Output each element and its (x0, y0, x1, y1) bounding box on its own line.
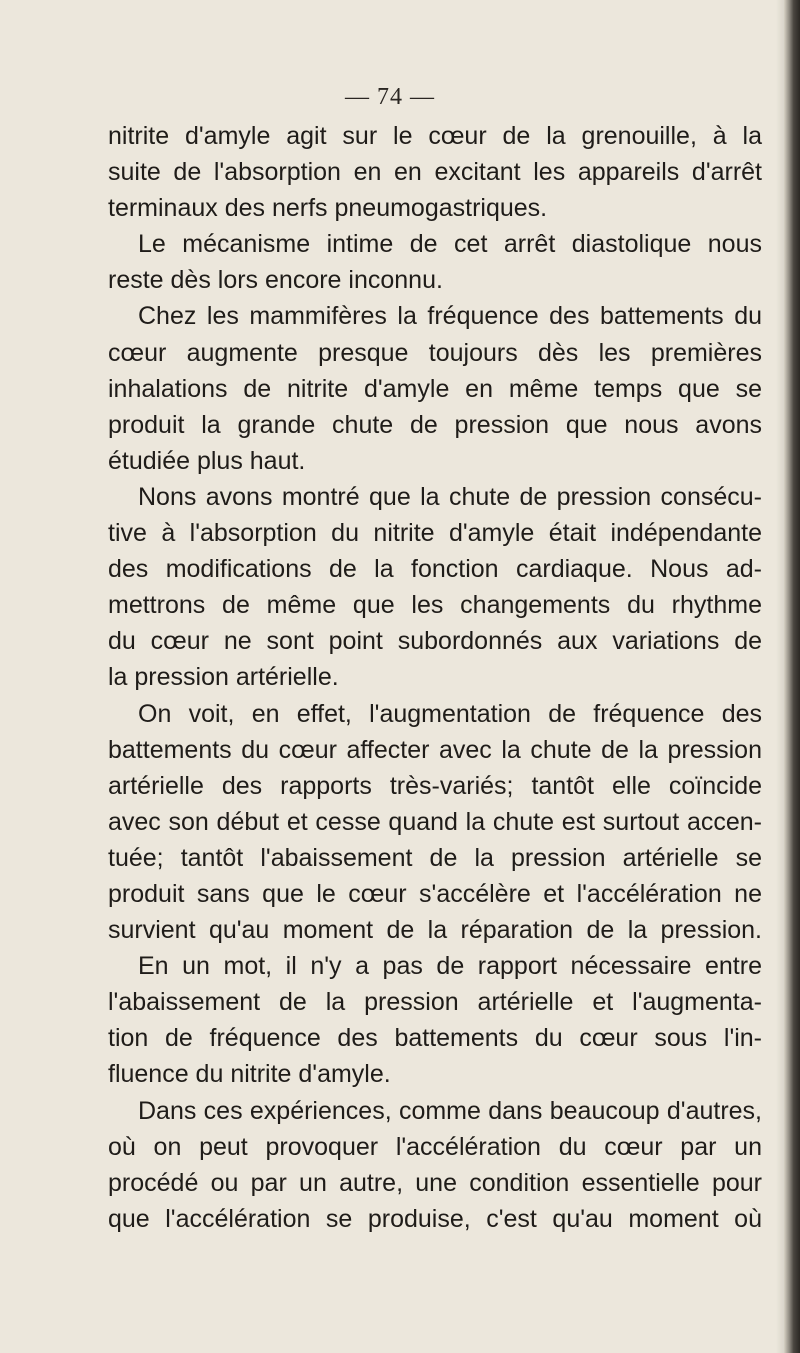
text-line: reste dès lors encore inconnu. (108, 266, 443, 295)
text-line: artérielle des rapports très-variés; tantôt elle coïncide (108, 771, 762, 800)
text-line: inhalations de nitrite d'amyle en même temps que se (108, 374, 762, 403)
text-line: terminaux des nerfs pneumogastriques. (108, 194, 548, 223)
body-text (108, 118, 762, 1237)
text-line: mettrons de même que les changements du rhythme (108, 591, 762, 620)
text-line: nitrite d'amyle agit sur le cœur de la grenouille, à la (108, 122, 762, 150)
page-number: — 74 — (345, 84, 435, 110)
text-line: En un mot, il n'y a pas de rapport nécessaire entre (138, 952, 762, 981)
text-line: cœur augmente presque toujours dès les premières (108, 338, 762, 367)
text-line: étudiée plus haut. (108, 446, 306, 475)
book-binding-edge (784, 0, 800, 1353)
text-line: où on peut provoquer l'accélération du cœur par un (108, 1132, 762, 1161)
text-line: produit sans que le cœur s'accélère et l'accélération ne (108, 879, 762, 908)
text-line: avec son début et cesse quand la chute est surtout accen- (108, 807, 762, 836)
text-line: du cœur ne sont point subordonnés aux variations de (108, 627, 762, 656)
text-line: On voit, en effet, l'augmentation de fréquence des (138, 699, 762, 728)
text-line: des modifications de la fonction cardiaque. Nous ad- (108, 555, 762, 584)
text-line: la pression artérielle. (108, 663, 339, 692)
text-line: Chez les mammifères la fréquence des battements du (138, 302, 762, 331)
text-line: l'abaissement de la pression artérielle et l'augmenta- (108, 988, 762, 1017)
text-line: Nons avons montré que la chute de pression consécu- (138, 482, 762, 511)
page-edge-shadow (776, 0, 784, 1353)
text-line: procédé ou par un autre, une condition essentielle pour (108, 1168, 762, 1197)
text-line: tive à l'absorption du nitrite d'amyle était indépendante (108, 519, 762, 548)
text-line: que l'accélération se produise, c'est qu'au moment où (108, 1204, 762, 1233)
text-line: survient qu'au moment de la réparation de la pression. (108, 916, 762, 945)
text-line: battements du cœur affecter avec la chute de la pression (108, 735, 762, 764)
text-line: tion de fréquence des battements du cœur sous l'in- (108, 1024, 762, 1053)
text-line: tuée; tantôt l'abaissement de la pression artérielle se (108, 843, 762, 872)
text-line: Le mécanisme intime de cet arrêt diastolique nous (138, 230, 762, 259)
text-line: Dans ces expériences, comme dans beaucoup d'autres, (138, 1096, 762, 1125)
text-line: fluence du nitrite d'amyle. (108, 1060, 391, 1089)
text-line: produit la grande chute de pression que nous avons (108, 410, 762, 439)
text-line: suite de l'absorption en en excitant les appareils d'arrêt (108, 158, 762, 187)
